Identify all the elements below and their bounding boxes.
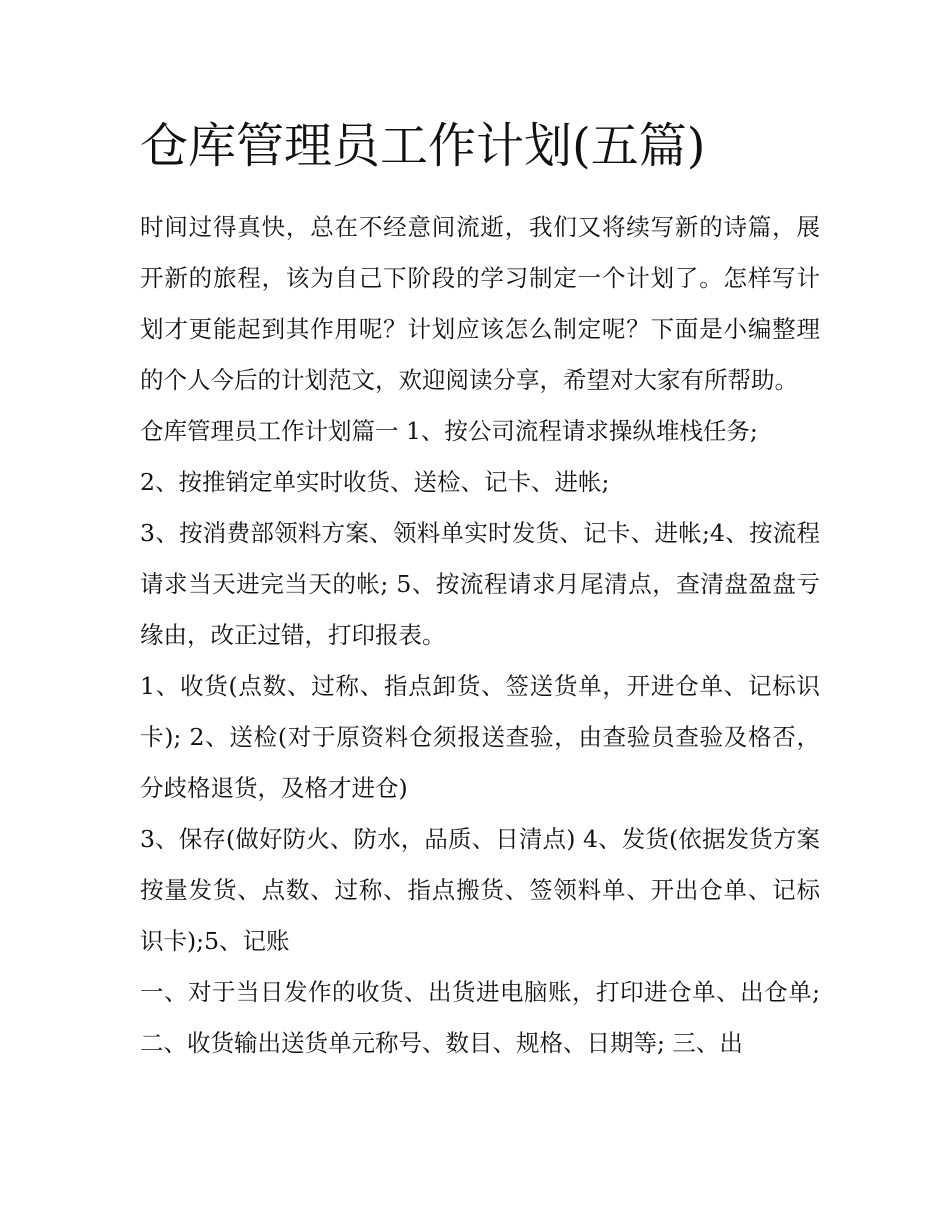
paragraph-section-one: 仓库管理员工作计划篇一 1、按公司流程请求操纵堆栈任务;	[140, 417, 758, 445]
paragraph-item-2: 2、按推销定单实时收货、送检、记卡、进帐;	[140, 468, 610, 496]
paragraph-intro: 时间过得真快，总在不经意间流逝，我们又将续写新的诗篇，展开新的旅程，该为自己下阶段的学习制定一个计划了。怎样写计划才更能起到其作用呢？计划应该怎么制定呢？下面是小编整理的个人今后的计划范文，欢迎阅读分享，希望对大家有所帮助。	[140, 213, 820, 394]
paragraph-accounting: 一、对于当日发作的收货、出货进电脑账，打印进仓单、出仓单; 二、收货输出送货单元称号、数目、规格、日期等; 三、出	[140, 978, 820, 1057]
document-body	[140, 110, 820, 1069]
paragraph-item-3: 3、按消费部领料方案、领料单实时发货、记卡、进帐;4、按流程请求当天进完当天的帐; 5、按流程请求月尾清点，查清盘盈盘亏缘由，改正过错，打印报表。	[140, 519, 820, 649]
paragraph-receiving: 1、收货(点数、过称、指点卸货、签送货单，开进仓单、记标识卡); 2、送检(对于原资料仓须报送查验，由查验员查验及格否，分歧格退货，及格才进仓)	[140, 672, 820, 802]
document-title: 仓库管理员工作计划(五篇)	[140, 118, 706, 174]
paragraph-storage: 3、保存(做好防火、防水，品质、日清点) 4、发货(依据发货方案按量发货、点数、过称、指点搬货、签领料单、开出仓单、记标识卡);5、记账	[140, 825, 820, 955]
